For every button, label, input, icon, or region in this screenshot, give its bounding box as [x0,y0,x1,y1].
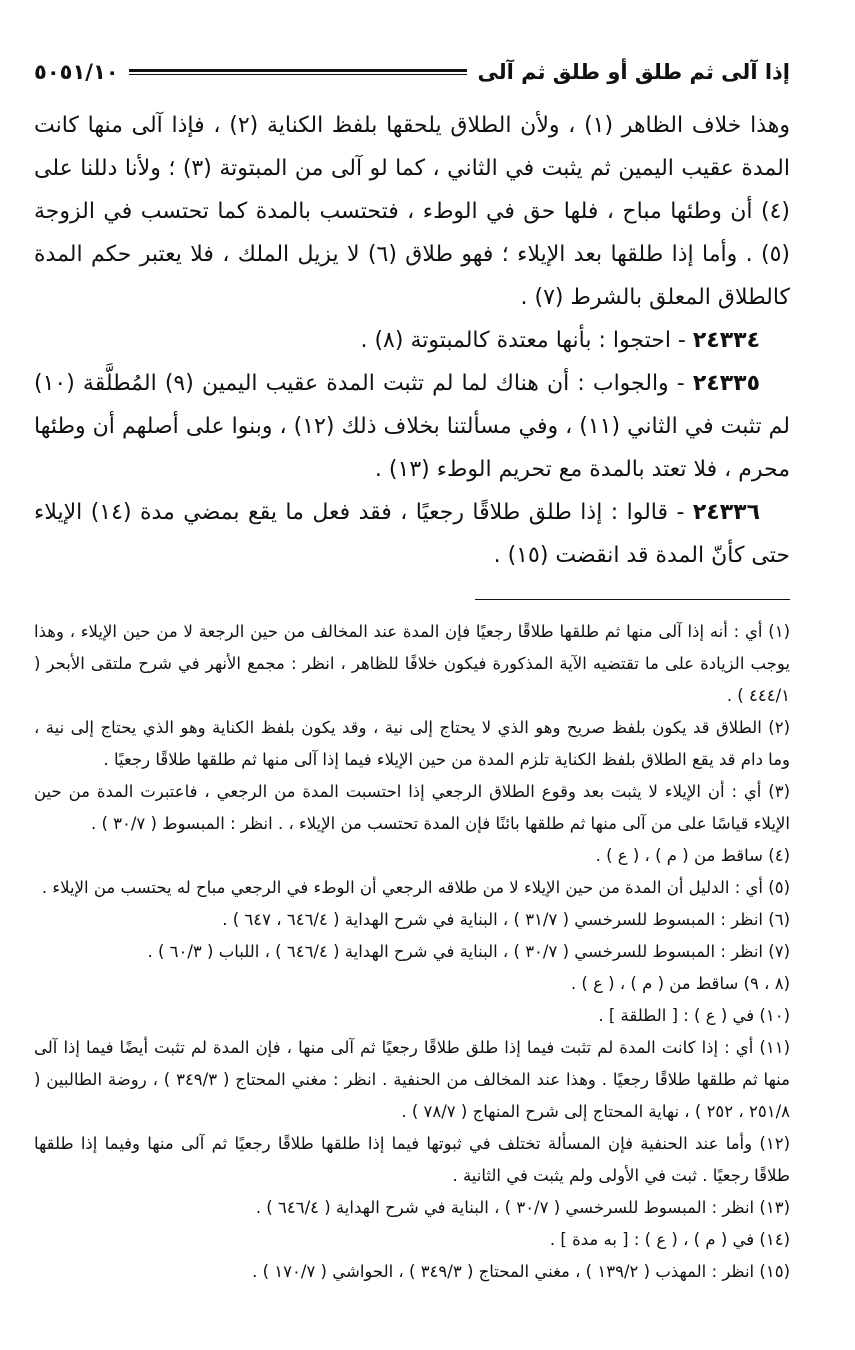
footnote-14: (١٤) في ( م ) ، ( ع ) : [ به مدة ] . [549,1230,790,1249]
footnote-3: (٣) أي : أن الإيلاء لا يثبت بعد وقوع الطلاق الرجعي إذا احتسبت المدة من الرجعي ، فاعتبرت المدة من حين الإيلاء قياسًا على من آلى منها ثم طلقها بائنًا فإن المدة تحتسب من الإيلاء ، . انظر : المبسوط ( ٣٠/٧ ) . [34,782,790,833]
footnote-5: (٥) أي : الدليل أن المدة من حين الإيلاء لا من طلاقه الرجعي أن الوطء في الرجعي مباح له يحتسب من الإيلاء . [41,878,790,897]
paragraph-number: ٢٤٣٣٥ [692,371,760,396]
footnote-1: (١) أي : أنه إذا آلى منها ثم طلقها طلاقًا رجعيًا فإن المدة عند المخالف من حين الرجعة لا من حين الإيلاء ، وهذا يوجب الزيادة على ما تقتضيه الآية المذكورة فيكون خلافًا للظاهر ، انظر : مجمع الأنهر في شرح ملتقى الأبحر ( ٤٤٤/١ ) . [34,622,790,705]
paragraph-text: - احتجوا : بأنها معتدة كالمبتوتة (٨) . [360,328,693,353]
footnote-13: (١٣) انظر : المبسوط للسرخسي ( ٣٠/٧ ) ، البناية في شرح الهداية ( ٦٤٦/٤ ) . [255,1198,790,1217]
footnote-11: (١١) أي : إذا كانت المدة لم تثبت فيما إذا طلق طلاقًا رجعيًا ثم آلى منها ، فإن المدة لم تثبت أيضًا فيما إذا آلى منها ثم طلقها طلاقًا رجعيًا . وهذا عند المخالف من الحنفية . انظر : مغني المحتاج ( ٣٤٩/٣ ) ، روضة الطالبين ( ٢٥١/٨ ، ٢٥٢ ) ، نهاية المحتاج إلى شرح المنهاج ( ٧٨/٧ ) . [34,1038,790,1121]
footnote-separator [475,599,790,600]
paragraph-text: - قالوا : إذا طلق طلاقًا رجعيًا ، فقد فعل ما يقع بمضي مدة (١٤) الإيلاء حتى كأنّ المدة قد انقضت (١٥) . [34,500,790,568]
book-page [34,52,790,1288]
footnote-12: (١٢) وأما عند الحنفية فإن المسألة تختلف في ثبوتها فيما إذا طلقها طلاقًا رجعيًا ثم آلى منها وفيما إذا طلقها طلاقًا رجعيًا . ثبت في الأولى ولم يثبت في الثانية . [34,1134,790,1185]
paragraph-number: ٢٤٣٣٦ [692,500,760,525]
header-rule [129,69,468,75]
page-reference: ٥٠٥١/١٠ [34,60,119,84]
paragraph-number: ٢٤٣٣٤ [692,328,760,353]
paragraph-continuation: وهذا خلاف الظاهر (١) ، ولأن الطلاق يلحقها بلفظ الكناية (٢) ، فإذا آلى منها كانت المدة عقيب اليمين ثم يثبت في الثاني ، كما لو آلى من المبتوتة (٣) ؛ ولأنا دللنا على (٤) أن وطئها مباح ، فلها حق في الوطء ، فتحتسب بالمدة كما تحتسب في الزوجة (٥) . وأما إذا طلقها بعد الإيلاء ؛ فهو طلاق (٦) لا يزيل الملك ، فلا يعتبر حكم المدة كالطلاق المعلق بالشرط (٧) . [34,113,791,310]
paragraph-text: - والجواب : أن هناك لما لم تثبت المدة عقيب اليمين (٩) المُطلَّقة (١٠) لم تثبت في الثاني (١١) ، وفي مسألتنا بخلاف ذلك (١٢) ، وبنوا على أصلهم أن وطئها محرم ، فلا تعتد بالمدة مع تحريم الوطء (١٣) . [34,371,790,482]
footnote-10: (١٠) في ( ع ) : [ الطلقة ] . [598,1006,790,1025]
footnote-6: (٦) انظر : المبسوط للسرخسي ( ٣١/٧ ) ، البناية في شرح الهداية ( ٦٤٦/٤ ، ٦٤٧ ) . [222,910,790,929]
footnote-2: (٢) الطلاق قد يكون بلفظ صريح وهو الذي لا يحتاج إلى نية ، وقد يكون بلفظ الكناية وهو الذي يحتاج إلى نية ، وما دام قد يقع الطلاق بلفظ الكناية تلزم المدة من حين الإيلاء فيما إذا آلى منها ثم طلقها طلاقًا رجعيًا . [34,718,790,769]
running-header [34,52,790,92]
paragraph-24334 [34,319,790,362]
running-title: إذا آلى ثم طلق أو طلق ثم آلى [477,60,790,84]
footnote-7: (٧) انظر : المبسوط للسرخسي ( ٣٠/٧ ) ، البناية في شرح الهداية ( ٦٤٦/٤ ) ، اللباب ( ٦٠/٣ ) . [147,942,790,961]
paragraph-24335 [34,362,790,491]
main-text [34,104,790,577]
footnotes [34,616,790,1288]
footnote-8-9: (٨ ، ٩) ساقط من ( م ) ، ( ع ) . [570,974,790,993]
paragraph-24336 [34,491,790,577]
footnote-4: (٤) ساقط من ( م ) ، ( ع ) . [595,846,790,865]
footnote-15: (١٥) انظر : المهذب ( ١٣٩/٢ ) ، مغني المحتاج ( ٣٤٩/٣ ) ، الحواشي ( ١٧٠/٧ ) . [252,1262,790,1281]
